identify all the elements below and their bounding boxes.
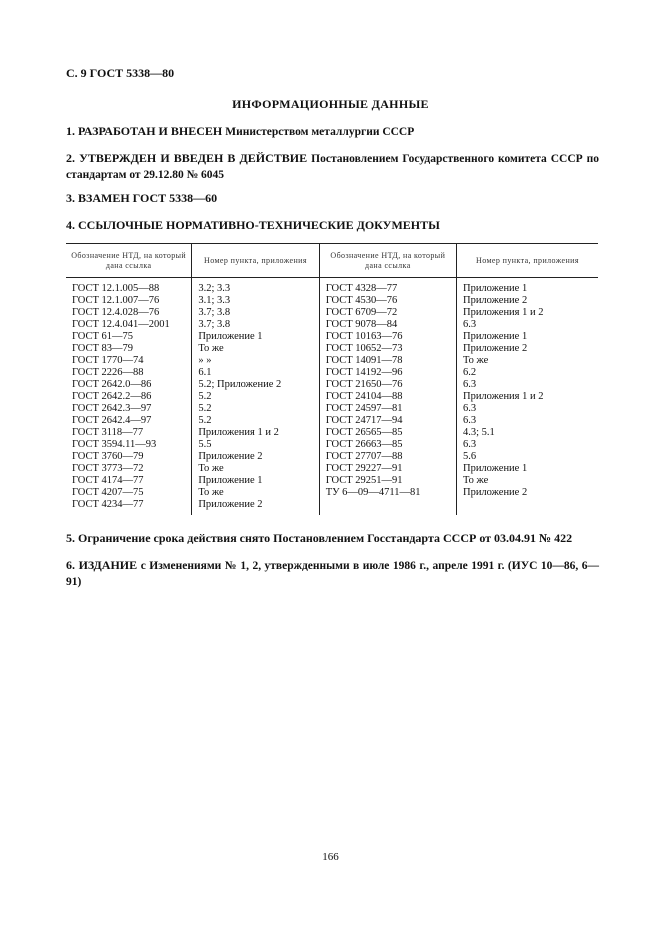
info-item-2: [66, 151, 599, 183]
item-1-lead: 1. РАЗРАБОТАН И ВНЕСЕН: [66, 124, 223, 138]
ntd-cell: ГОСТ 9078—84: [319, 319, 456, 331]
clause-cell: 5.5: [192, 439, 319, 451]
clause-cell: 5.2: [192, 415, 319, 427]
clause-cell: 6.3: [456, 379, 598, 391]
ntd-cell: ГОСТ 29227—91: [319, 463, 456, 475]
clause-cell: 6.3: [456, 439, 598, 451]
col-header-ntd-1: Обозначение НТД, на который дана ссылка: [66, 244, 192, 278]
page-number: 166: [322, 851, 339, 863]
clause-cell: То же: [456, 475, 598, 487]
ntd-cell: ГОСТ 26663—85: [319, 439, 456, 451]
clause-cell: То же: [192, 343, 319, 355]
ntd-cell: ГОСТ 24104—88: [319, 391, 456, 403]
ntd-cell: ГОСТ 3118—77: [72, 427, 144, 438]
ntd-cell: ГОСТ 4207—75: [72, 487, 144, 498]
page-header: С. 9 ГОСТ 5338—80: [66, 66, 175, 80]
clause-cell: То же: [456, 355, 598, 367]
clause-cell: [456, 499, 598, 515]
table-row: [66, 487, 598, 499]
item-6-text: с Изменениями № 1, 2, утвержденными в июле 1986 г., апреле 1991 г. (ИУС 10—86, 6—91): [66, 560, 600, 588]
table-row: [66, 499, 598, 515]
ntd-cell: ГОСТ 12.4.028—76: [72, 307, 160, 318]
clause-cell: 5.6: [456, 451, 598, 463]
ntd-cell: ГОСТ 83—79: [72, 343, 134, 354]
table-header-row: [66, 244, 598, 278]
clause-cell: Приложение 2: [456, 487, 598, 499]
clause-cell: Приложения 1 и 2: [192, 427, 319, 439]
ntd-cell: ГОСТ 12.1.005—88: [72, 283, 160, 294]
clause-cell: Приложения 1 и 2: [456, 307, 598, 319]
item-6-lead: 6. ИЗДАНИЕ: [66, 558, 138, 572]
ntd-cell: [319, 499, 456, 515]
clause-cell: 6.1: [192, 367, 319, 379]
ntd-cell: ГОСТ 26565—85: [319, 427, 456, 439]
clause-cell: Приложения 1 и 2: [456, 391, 598, 403]
table-row: [66, 439, 598, 451]
ntd-cell: ГОСТ 10652—73: [319, 343, 456, 355]
table-row: [66, 451, 598, 463]
clause-cell: 6.3: [456, 415, 598, 427]
item-2-lead: 2. УТВЕРЖДЕН И ВВЕДЕН В ДЕЙСТВИЕ: [66, 151, 308, 165]
clause-cell: Приложение 2: [192, 451, 319, 463]
clause-cell: Приложение 1: [192, 475, 319, 487]
table-row: [66, 295, 598, 307]
ntd-cell: ГОСТ 14091—78: [319, 355, 456, 367]
table-row: [66, 355, 598, 367]
ntd-cell: ГОСТ 4174—77: [72, 475, 144, 486]
item-4-lead: 4. ССЫЛОЧНЫЕ НОРМАТИВНО-ТЕХНИЧЕСКИЕ ДОКУМЕНТЫ: [66, 218, 440, 232]
ntd-cell: ГОСТ 14192—96: [319, 367, 456, 379]
ntd-cell: ГОСТ 27707—88: [319, 451, 456, 463]
ntd-cell: ГОСТ 12.1.007—76: [72, 295, 160, 306]
ntd-cell: ГОСТ 3773—72: [72, 463, 144, 474]
clause-cell: Приложение 2: [456, 295, 598, 307]
ntd-cell: ГОСТ 24597—81: [319, 403, 456, 415]
clause-cell: 5.2: [192, 391, 319, 403]
ntd-cell: ГОСТ 29251—91: [319, 475, 456, 487]
clause-cell: То же: [192, 487, 319, 499]
ntd-cell: ТУ 6—09—4711—81: [319, 487, 456, 499]
table-row: [66, 319, 598, 331]
clause-cell: 3.2; 3.3: [192, 278, 319, 296]
item-3-lead: 3. ВЗАМЕН ГОСТ 5338—60: [66, 191, 218, 205]
ntd-cell: ГОСТ 10163—76: [319, 331, 456, 343]
info-item-1: [66, 124, 599, 140]
clause-cell: » »: [192, 355, 319, 367]
col-header-clause-1: Номер пункта, приложения: [192, 244, 319, 278]
clause-cell: Приложение 1: [456, 278, 598, 296]
table-row: [66, 415, 598, 427]
ntd-cell: ГОСТ 21650—76: [319, 379, 456, 391]
ntd-cell: ГОСТ 3594.11—93: [72, 439, 157, 450]
ntd-cell: ГОСТ 12.4.041—2001: [72, 319, 170, 330]
clause-cell: Приложение 1: [456, 331, 598, 343]
ntd-cell: ГОСТ 2226—88: [72, 367, 144, 378]
table-row: [66, 343, 598, 355]
ntd-cell: ГОСТ 6709—72: [319, 307, 456, 319]
info-item-3: [66, 191, 599, 206]
col-header-ntd-2: Обозначение НТД, на который дана ссылка: [319, 244, 456, 278]
table-row: [66, 379, 598, 391]
ntd-cell: ГОСТ 2642.0—86: [72, 379, 152, 390]
clause-cell: 6.3: [456, 403, 598, 415]
ntd-cell: ГОСТ 4234—77: [72, 499, 144, 510]
table-row: [66, 331, 598, 343]
info-item-4: [66, 218, 599, 233]
table-row: [66, 427, 598, 439]
clause-cell: 6.3: [456, 319, 598, 331]
table-row: [66, 475, 598, 487]
clause-cell: Приложение 2: [192, 499, 319, 515]
clause-cell: Приложение 1: [192, 331, 319, 343]
clause-cell: Приложение 1: [456, 463, 598, 475]
info-item-5: [66, 531, 599, 546]
ntd-cell: ГОСТ 2642.2—86: [72, 391, 152, 402]
table-body: [66, 278, 598, 516]
info-item-6: [66, 558, 599, 590]
ntd-cell: ГОСТ 3760—79: [72, 451, 144, 462]
ntd-cell: ГОСТ 1770—74: [72, 355, 144, 366]
item-5-lead: 5. Ограничение срока действия снято Постановлением Госстандарта СССР от 03.04.91 № 422: [66, 531, 573, 545]
table-row: [66, 367, 598, 379]
clause-cell: Приложение 2: [456, 343, 598, 355]
ntd-cell: ГОСТ 4328—77: [319, 278, 456, 296]
clause-cell: 5.2; Приложение 2: [192, 379, 319, 391]
item-2-text: Постановлением Государственного комитета СССР по стандартам от 29.12.80 № 6045: [66, 153, 600, 181]
ntd-cell: ГОСТ 61—75: [72, 331, 134, 342]
section-title: ИНФОРМАЦИОННЫЕ ДАННЫЕ: [232, 97, 429, 111]
ntd-cell: ГОСТ 2642.3—97: [72, 403, 152, 414]
table-row: [66, 463, 598, 475]
table-row: [66, 403, 598, 415]
clause-cell: 6.2: [456, 367, 598, 379]
item-1-text: Министерством металлургии СССР: [225, 126, 415, 138]
clause-cell: 5.2: [192, 403, 319, 415]
table-row: [66, 391, 598, 403]
clause-cell: 3.7; 3.8: [192, 319, 319, 331]
clause-cell: 3.1; 3.3: [192, 295, 319, 307]
table-row: [66, 278, 598, 296]
ntd-cell: ГОСТ 24717—94: [319, 415, 456, 427]
col-header-clause-2: Номер пункта, приложения: [456, 244, 598, 278]
table-row: [66, 307, 598, 319]
ntd-cell: ГОСТ 4530—76: [319, 295, 456, 307]
clause-cell: То же: [192, 463, 319, 475]
clause-cell: 4.3; 5.1: [456, 427, 598, 439]
clause-cell: 3.7; 3.8: [192, 307, 319, 319]
reference-documents-table: [66, 243, 598, 515]
ntd-cell: ГОСТ 2642.4—97: [72, 415, 152, 426]
